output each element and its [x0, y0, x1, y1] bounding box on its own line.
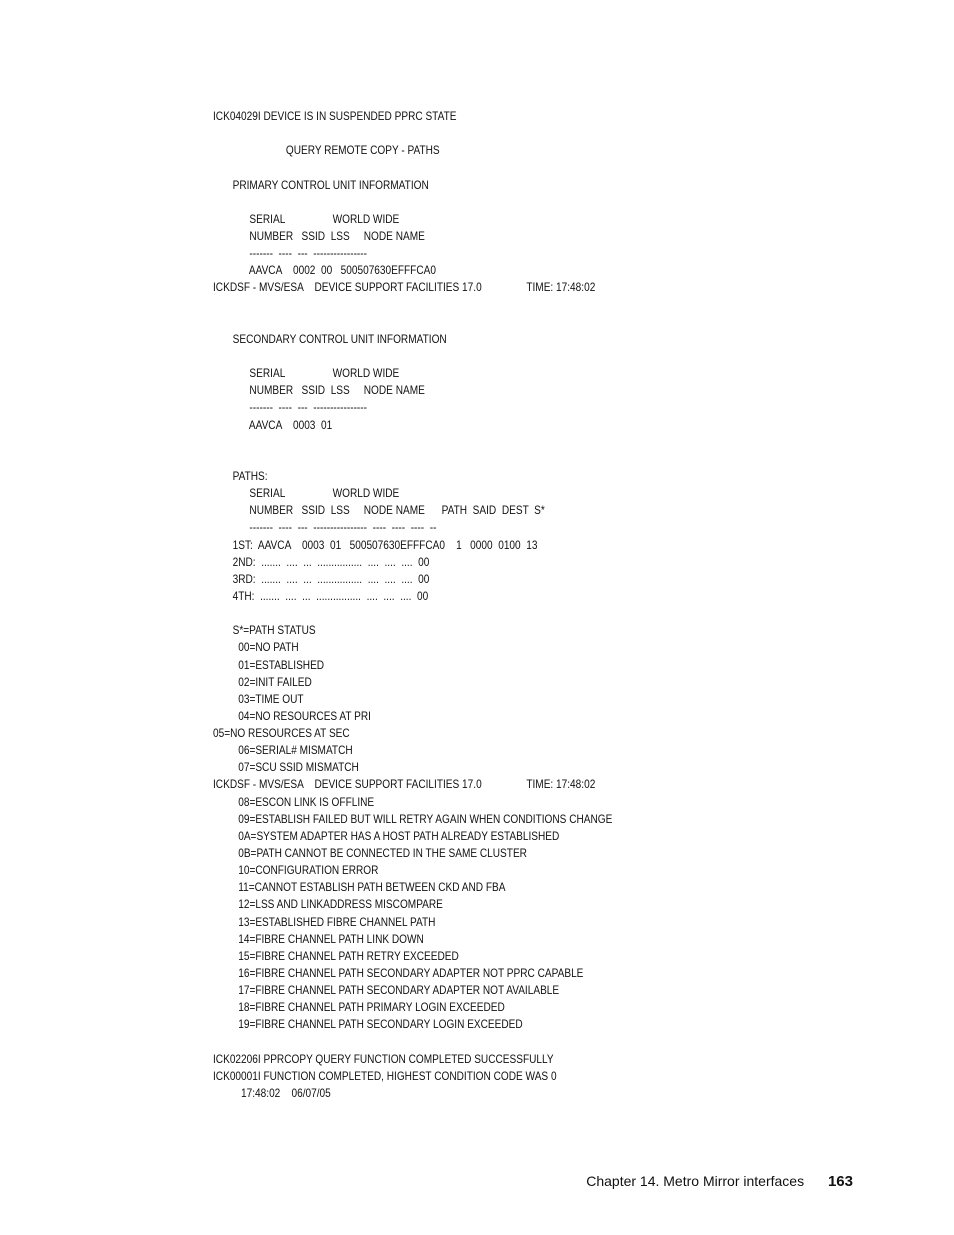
listing-line: NUMBER SSID LSS NODE NAME [213, 384, 425, 398]
listing-line: 1ST: AAVCA 0003 01 500507630EFFFCA0 1 0000 0100 13 [213, 538, 538, 552]
listing-line: 4TH: ....... .... ... ................ .... .... .... 00 [213, 589, 429, 603]
listing-line: 07=SCU SSID MISMATCH [213, 761, 359, 775]
listing-line: 16=FIBRE CHANNEL PATH SECONDARY ADAPTER NOT PPRC CAPABLE [213, 967, 584, 981]
listing-line: 17=FIBRE CHANNEL PATH SECONDARY ADAPTER NOT AVAILABLE [213, 984, 560, 998]
listing-line: 15=FIBRE CHANNEL PATH RETRY EXCEEDED [213, 949, 459, 963]
listing-line: AAVCA 0002 00 500507630EFFFCA0 [213, 264, 436, 278]
listing-line: PATHS: [213, 469, 268, 483]
listing-line: 0B=PATH CANNOT BE CONNECTED IN THE SAME CLUSTER [213, 847, 527, 861]
listing-line: SERIAL WORLD WIDE [213, 367, 400, 381]
listing-line [213, 159, 612, 176]
listing-line [213, 348, 612, 365]
listing-line: NUMBER SSID LSS NODE NAME PATH SAID DEST S* [213, 504, 545, 518]
listing-line: 19=FIBRE CHANNEL PATH SECONDARY LOGIN EXCEEDED [213, 1018, 523, 1032]
listing-line: 13=ESTABLISHED FIBRE CHANNEL PATH [213, 915, 436, 929]
listing-line: 08=ESCON LINK IS OFFLINE [213, 795, 375, 809]
listing-line: 2ND: ....... .... ... ................ .... .... .... 00 [213, 555, 430, 569]
listing-line: 18=FIBRE CHANNEL PATH PRIMARY LOGIN EXCEEDED [213, 1001, 505, 1015]
listing-line: ICK02206I PPRCOPY QUERY FUNCTION COMPLETED SUCCESSFULLY [213, 1052, 554, 1066]
listing-line: 0A=SYSTEM ADAPTER HAS A HOST PATH ALREADY ESTABLISHED [213, 829, 560, 843]
listing-line: ------- ---- --- ---------------- [213, 247, 368, 261]
listing-line: SECONDARY CONTROL UNIT INFORMATION [213, 332, 447, 346]
listing-line: 3RD: ....... .... ... ................ .... .... .... 00 [213, 572, 430, 586]
listing-line: 04=NO RESOURCES AT PRI [213, 709, 371, 723]
page-number: 163 [827, 1173, 853, 1190]
listing-line [213, 125, 612, 142]
listing-line: 12=LSS AND LINKADDRESS MISCOMPARE [213, 898, 443, 912]
listing-line: SERIAL WORLD WIDE [213, 487, 400, 501]
listing-line [213, 314, 612, 331]
listing-line: ICK00001I FUNCTION COMPLETED, HIGHEST CONDITION CODE WAS 0 [213, 1069, 557, 1083]
listing-line: NUMBER SSID LSS NODE NAME [213, 229, 425, 243]
listing-line [213, 1034, 612, 1051]
listing-line: AAVCA 0003 01 [213, 418, 333, 432]
listing-line [213, 434, 612, 451]
listing-line: 01=ESTABLISHED [213, 658, 325, 672]
listing-line: 17:48:02 06/07/05 [213, 1087, 331, 1101]
listing-line: 09=ESTABLISH FAILED BUT WILL RETRY AGAIN WHEN CONDITIONS CHANGE [213, 812, 613, 826]
page-footer [586, 1173, 853, 1190]
listing-line: 10=CONFIGURATION ERROR [213, 864, 379, 878]
listing-line [213, 297, 612, 314]
listing-line: PRIMARY CONTROL UNIT INFORMATION [213, 178, 429, 192]
command-output-listing [213, 108, 672, 1102]
listing-line: S*=PATH STATUS [213, 624, 316, 638]
listing-line: ICK04029I DEVICE IS IN SUSPENDED PPRC STATE [213, 110, 457, 123]
listing-line [213, 194, 612, 211]
listing-line [213, 605, 612, 622]
listing-line: 11=CANNOT ESTABLISH PATH BETWEEN CKD AND FBA [213, 881, 506, 895]
listing-line: SERIAL WORLD WIDE [213, 212, 400, 226]
listing-line: 02=INIT FAILED [213, 675, 312, 689]
listing-line: 14=FIBRE CHANNEL PATH LINK DOWN [213, 932, 424, 946]
listing-line: 03=TIME OUT [213, 692, 304, 706]
chapter-title: Chapter 14. Metro Mirror interfaces [586, 1173, 805, 1189]
listing-line: ------- ---- --- ---------------- ---- ---- ---- -- [213, 521, 437, 535]
listing-line: ICKDSF - MVS/ESA DEVICE SUPPORT FACILITIES 17.0 TIME: 17:48:02 [213, 281, 596, 295]
listing-line: 06=SERIAL# MISMATCH [213, 744, 353, 758]
listing-line: 00=NO PATH [213, 641, 299, 655]
listing-line: QUERY REMOTE COPY - PATHS [213, 144, 440, 158]
listing-line: 05=NO RESOURCES AT SEC [213, 727, 350, 741]
listing-line: ICKDSF - MVS/ESA DEVICE SUPPORT FACILITIES 17.0 TIME: 17:48:02 [213, 778, 596, 792]
listing-line [213, 451, 612, 468]
listing-line: ------- ---- --- ---------------- [213, 401, 368, 415]
